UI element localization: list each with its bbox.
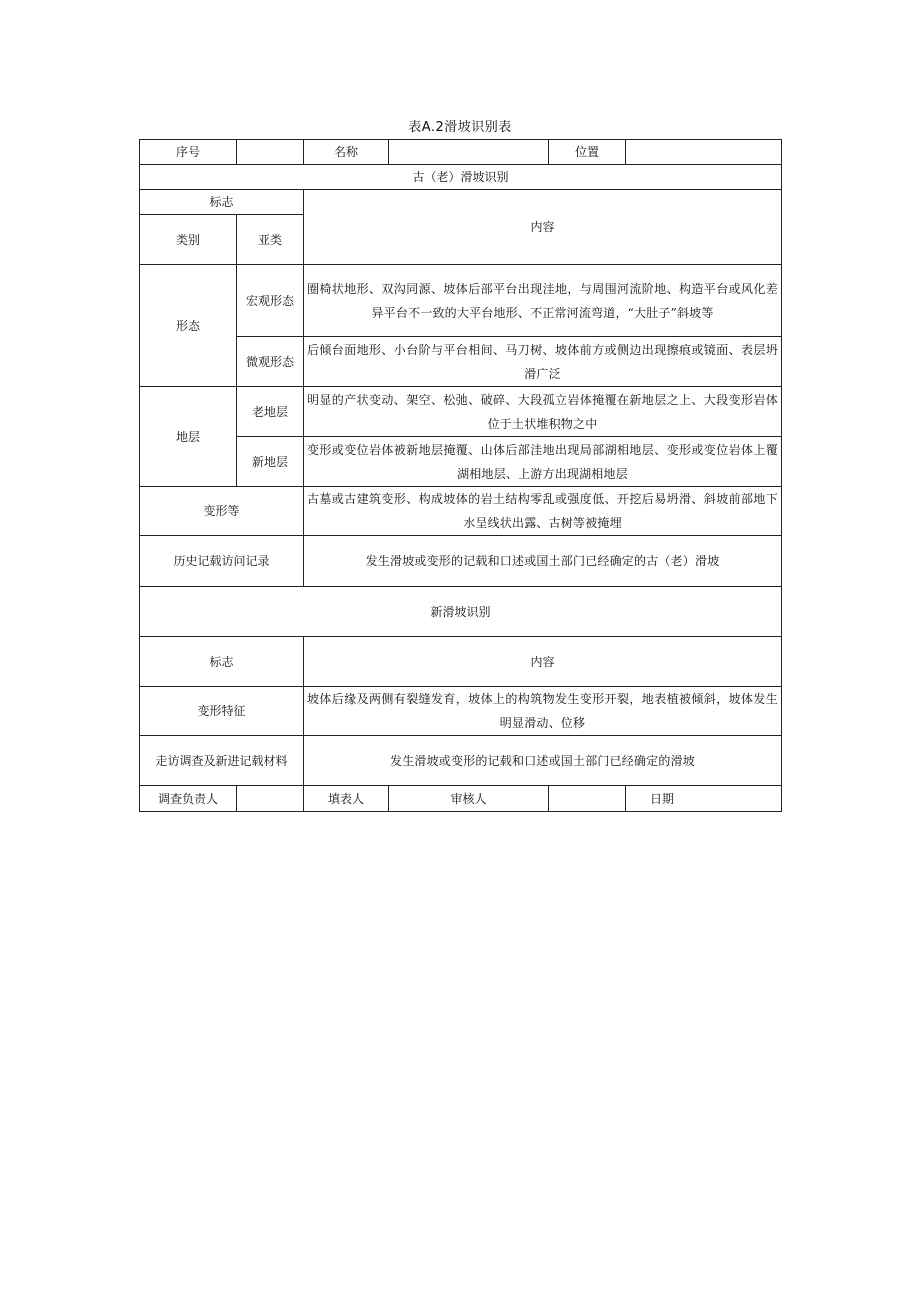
page-title: 表A.2滑坡识别表 (408, 120, 512, 135)
seq-value[interactable] (237, 140, 304, 165)
filler-label: 填表人 (304, 786, 389, 812)
category-label: 类别 (140, 215, 237, 265)
old-deformation-content: 古墓或古建筑变形、构成坡体的岩土结构零乱或强度低、开挖后易坍滑、斜坡前部地下水呈线状出露、古树等被掩埋 (304, 487, 782, 536)
new-content-label: 内容 (304, 637, 782, 687)
new-strata-content: 变形或变位岩体被新地层掩覆、山体后部洼地出现局部湖相地层、变形或变位岩体上覆湖相地层、上游方出现湖相地层 (304, 437, 782, 487)
survey-content: 发生滑坡或变形的记载和口述或国土部门已经确定的滑坡 (304, 736, 782, 786)
location-label: 位置 (549, 140, 626, 165)
macro-morphology-label: 宏观形态 (237, 265, 304, 337)
header-row (140, 140, 782, 165)
morphology-category: 形态 (140, 265, 237, 387)
old-deformation-label: 变形等 (140, 487, 304, 536)
investigator-value[interactable] (237, 786, 304, 812)
micro-morphology-label: 微观形态 (237, 337, 304, 387)
old-strata-label: 老地层 (237, 387, 304, 437)
location-value[interactable] (626, 140, 782, 165)
old-content-label: 内容 (304, 190, 782, 265)
micro-morphology-content: 后倾台面地形、小台阶与平台相间、马刀树、坡体前方或侧边出现擦痕或镜面、表层坍滑广泛 (304, 337, 782, 387)
reviewer-label: 审核人 (389, 786, 549, 812)
new-sign-label: 标志 (140, 637, 304, 687)
reviewer-value[interactable] (549, 786, 626, 812)
history-content: 发生滑坡或变形的记载和口述或国土部门已经确定的古（老）滑坡 (304, 536, 782, 587)
name-value[interactable] (389, 140, 549, 165)
new-deformation-content: 坡体后缘及两侧有裂缝发育，坡体上的构筑物发生变形开裂，地表植被倾斜，坡体发生明显滑动、位移 (304, 687, 782, 736)
old-sign-label: 标志 (140, 190, 304, 215)
survey-label: 走访调查及新进记载材料 (140, 736, 304, 786)
strata-category: 地层 (140, 387, 237, 487)
name-label: 名称 (304, 140, 389, 165)
old-strata-content: 明显的产状变动、架空、松弛、破碎、大段孤立岩体掩覆在新地层之上、大段变形岩体位于土状堆积物之中 (304, 387, 782, 437)
subcategory-label: 亚类 (237, 215, 304, 265)
landslide-identification-table (139, 139, 782, 812)
date-label: 日期 (626, 786, 782, 812)
old-section-heading: 古（老）滑坡识别 (140, 165, 782, 190)
footer-row (140, 786, 782, 812)
history-label: 历史记载访问记录 (140, 536, 304, 587)
macro-morphology-content: 圈椅状地形、双沟同源、坡体后部平台出现洼地，与周围河流阶地、构造平台或风化差异平台不一致的大平台地形、不正常河流弯道，“大肚子”斜坡等 (304, 265, 782, 337)
investigator-label: 调查负责人 (140, 786, 237, 812)
new-deformation-label: 变形特征 (140, 687, 304, 736)
new-section-heading: 新滑坡识别 (140, 587, 782, 637)
new-strata-label: 新地层 (237, 437, 304, 487)
seq-label: 序号 (140, 140, 237, 165)
